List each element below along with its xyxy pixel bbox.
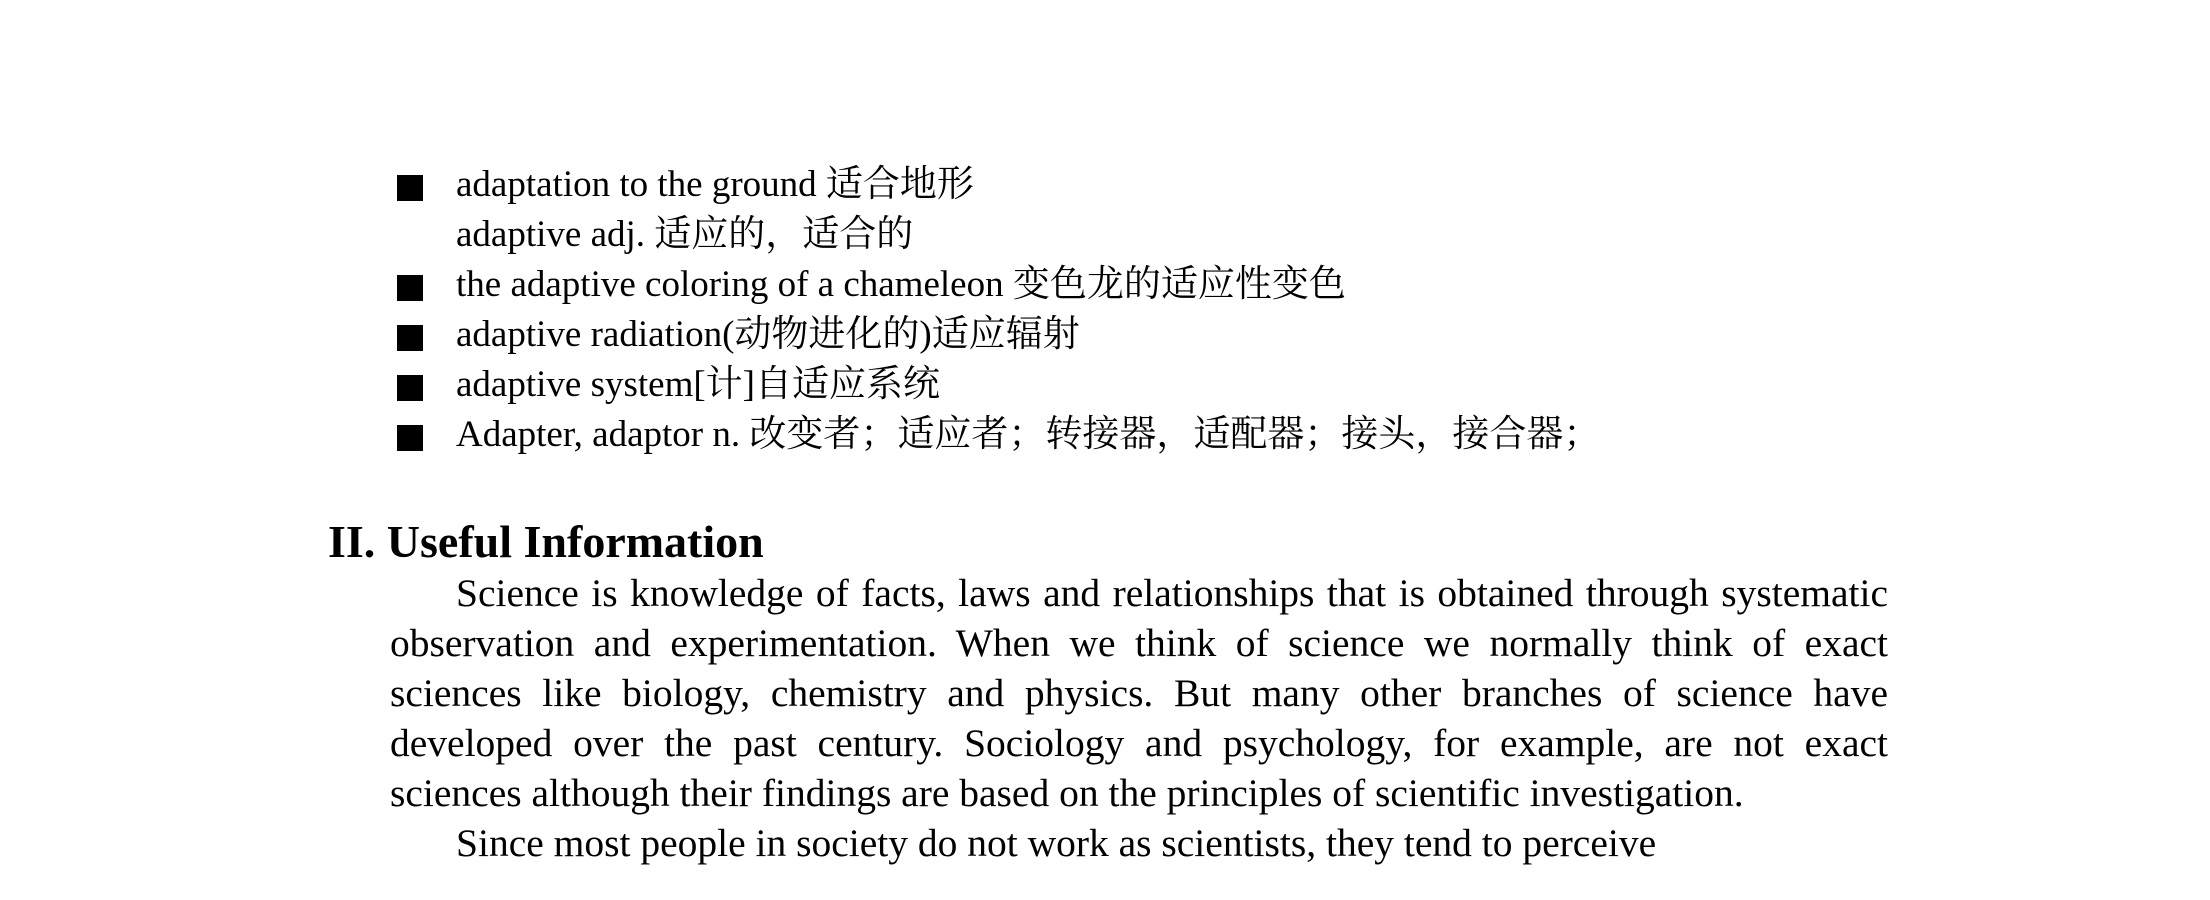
list-item-text: adaptive system[计]自适应系统 — [456, 364, 940, 405]
list-item-continuation — [390, 210, 1890, 260]
list-item-text: adaptive radiation(动物进化的)适应辐射 — [456, 314, 1080, 355]
square-bullet-icon — [397, 325, 423, 351]
square-bullet-icon — [397, 375, 423, 401]
square-bullet-icon — [397, 275, 423, 301]
vocabulary-list — [390, 160, 1890, 460]
paragraph: Since most people in society do not work as scientists, they tend to perceive — [456, 821, 1657, 865]
square-bullet-icon — [397, 175, 423, 201]
list-item — [390, 410, 1890, 460]
section-body — [390, 568, 1888, 868]
list-item-text: Adapter, adaptor n. 改变者；适应者；转接器，适配器；接头，接合器； — [456, 414, 1601, 455]
list-item — [390, 360, 1890, 410]
paragraph: Science is knowledge of facts, laws and relationships that is obtained through systematic observation and experimentation. When we think of science we normally think of exact sciences like biology, chemistry and physics. But many other branches of science have developed over the past century. Sociology and psychology, for example, are not exact sciences although their findings are based on the principles of scientific investigation. — [390, 571, 1888, 815]
section-heading: II. Useful Information — [328, 516, 764, 567]
list-item — [390, 260, 1890, 310]
list-item — [390, 160, 1890, 210]
list-item-text: adaptive adj. 适应的，适合的 — [456, 214, 914, 255]
list-item-text: the adaptive coloring of a chameleon 变色龙的适应性变色 — [456, 264, 1346, 305]
list-item — [390, 310, 1890, 360]
square-bullet-icon — [397, 425, 423, 451]
list-item-text: adaptation to the ground 适合地形 — [456, 164, 974, 205]
